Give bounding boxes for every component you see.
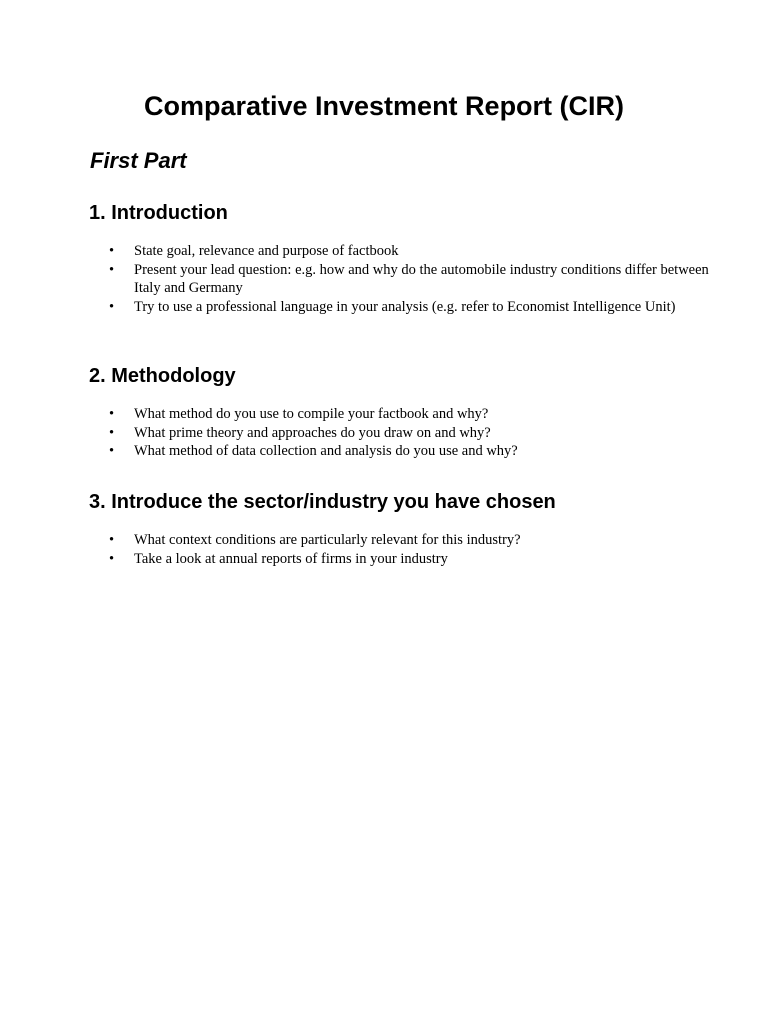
- list-item: [89, 550, 729, 569]
- bullet-icon: •: [109, 443, 115, 459]
- list-item: [89, 531, 729, 550]
- bullet-list: [89, 531, 729, 568]
- list-item-text: Present your lead question: e.g. how and why do the automobile industry conditions differ between Italy and Germany: [134, 261, 709, 296]
- list-item: [89, 424, 729, 443]
- bullet-list: [89, 242, 729, 316]
- list-item-text: What context conditions are particularly relevant for this industry?: [134, 532, 521, 548]
- list-item-text: What method of data collection and analysis do you use and why?: [134, 443, 518, 459]
- list-item-text: What prime theory and approaches do you draw on and why?: [134, 424, 491, 441]
- bullet-list: [89, 405, 729, 461]
- list-item-text: State goal, relevance and purpose of factbook: [134, 243, 399, 259]
- bullet-icon: •: [109, 243, 115, 259]
- list-item: [89, 442, 729, 461]
- section-heading: 3. Introduce the sector/industry you have chosen: [89, 491, 556, 513]
- bullet-icon: •: [109, 550, 115, 567]
- section-heading: 2. Methodology: [89, 365, 236, 387]
- list-item: [89, 261, 729, 298]
- list-item: [89, 298, 729, 317]
- list-item: [89, 242, 729, 261]
- list-item-text: What method do you use to compile your factbook and why?: [134, 406, 489, 422]
- section-heading: 1. Introduction: [89, 202, 228, 224]
- bullet-icon: •: [109, 261, 115, 278]
- list-item-text: Try to use a professional language in your analysis (e.g. refer to Economist Intelligence Unit): [134, 298, 676, 315]
- list-item: [89, 405, 729, 424]
- section-introduction: [89, 200, 729, 316]
- bullet-icon: •: [109, 298, 115, 315]
- bullet-icon: •: [109, 532, 115, 548]
- document-title: Comparative Investment Report (CIR): [143, 91, 625, 121]
- section-sector-industry: [89, 489, 729, 568]
- list-item-text: Take a look at annual reports of firms in your industry: [134, 550, 448, 567]
- bullet-icon: •: [109, 406, 115, 422]
- section-methodology: [89, 363, 729, 461]
- part-heading: First Part: [90, 148, 187, 173]
- bullet-icon: •: [109, 424, 115, 441]
